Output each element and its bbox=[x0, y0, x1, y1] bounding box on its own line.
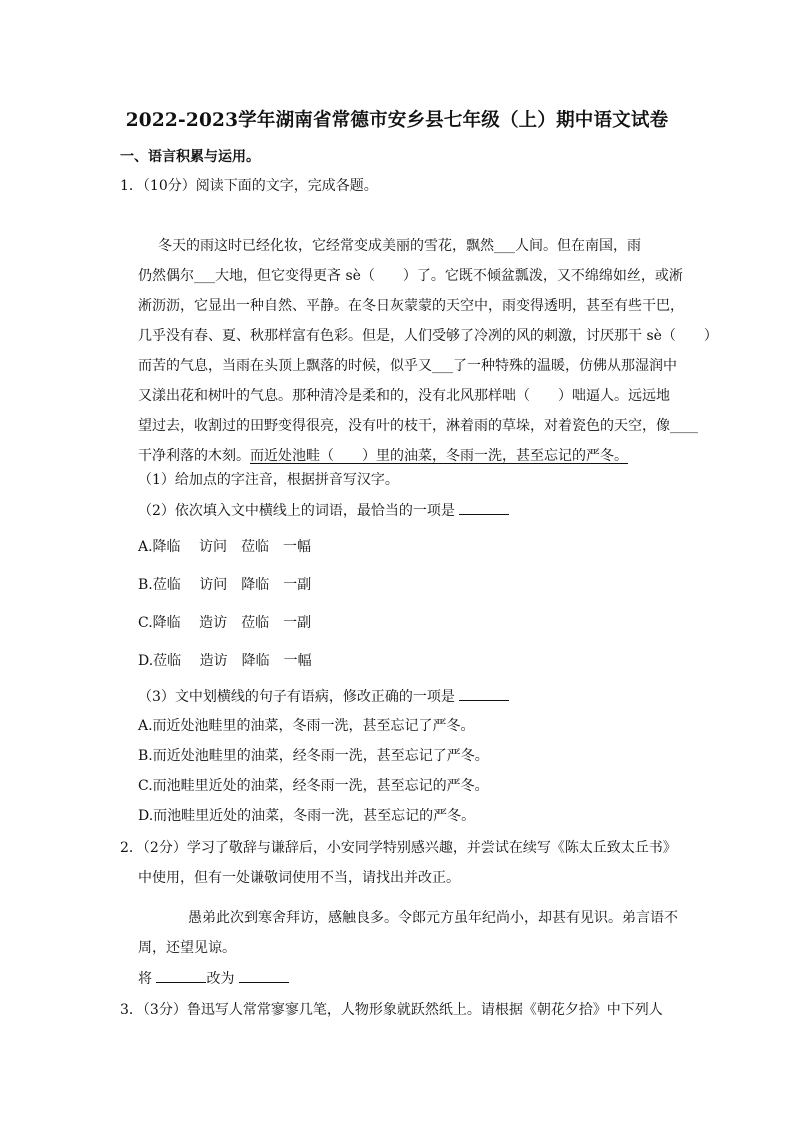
answer-line bbox=[138, 968, 289, 989]
passage-line: 仍然偶尔___大地，但它变得更吝 sè（ ）了。它既不倾盆瓢泼，又不绵绵如丝，或淅 bbox=[138, 268, 683, 284]
question-2-text: 中使用，但有一处谦敬词使用不当，请找出并改正。 bbox=[138, 870, 460, 886]
option-a: A.而近处池畦里的油菜，冬雨一洗，甚至忘记了严冬。 bbox=[138, 718, 475, 734]
letter-line: 周，还望见谅。 bbox=[138, 940, 236, 956]
option-b: B.而近处池畦里的油菜，经冬雨一洗，甚至忘记了严冬。 bbox=[138, 748, 489, 764]
subquestion-2 bbox=[138, 500, 509, 521]
option-c: C.而池畦里近处的油菜，经冬雨一洗，甚至忘记的严冬。 bbox=[138, 778, 489, 794]
passage-text: 干净利落的木刻。 bbox=[138, 448, 250, 464]
answer-prefix: 将 bbox=[138, 971, 152, 987]
subquestion-2-text: （2）依次填入文中横线上的词语，最恰当的一项是 bbox=[138, 503, 455, 519]
answer-blank[interactable] bbox=[459, 686, 509, 701]
option-b: B.莅临 访问 降临 一副 bbox=[138, 577, 312, 593]
underlined-sentence: 而近处池畦（ ）里的油菜，冬雨一洗，甚至忘记的严冬。 bbox=[250, 448, 628, 464]
option-c: C.降临 造访 莅临 一副 bbox=[138, 615, 312, 631]
passage-line: 淅沥沥，它显出一种自然、平静。在冬日灰蒙蒙的天空中，雨变得透明，甚至有些干巴， bbox=[138, 298, 684, 314]
passage-line: 冬天的雨这时已经化妆，它经常变成美丽的雪花，飘然___人间。但在南国，雨 bbox=[158, 238, 641, 254]
answer-blank[interactable] bbox=[156, 968, 206, 983]
subquestion-3-text: （3）文中划横线的句子有语病，修改正确的一项是 bbox=[138, 689, 455, 705]
question-1-header: 1．（10分）阅读下面的文字，完成各题。 bbox=[120, 178, 378, 194]
option-d: D.而池畦里近处的油菜，冬雨一洗，甚至忘记的严冬。 bbox=[138, 808, 476, 824]
passage-line bbox=[138, 446, 628, 466]
subquestion-3 bbox=[138, 686, 509, 707]
answer-mid: 改为 bbox=[206, 971, 235, 987]
passage-line: 几乎没有春、夏、秋那样富有色彩。但是，人们受够了冷冽的风的刺激，讨厌那干 sè（ ） bbox=[138, 328, 718, 344]
question-2-header: 2．（2分）学习了敬辞与谦辞后，小安同学特别感兴趣，并尝试在续写《陈太丘致太丘书》 bbox=[120, 840, 677, 856]
answer-blank[interactable] bbox=[239, 968, 289, 983]
page-title: 2022-2023学年湖南省常德市安乡县七年级（上）期中语文试卷 bbox=[125, 110, 669, 131]
answer-blank[interactable] bbox=[459, 500, 509, 515]
question-3-header: 3．（3分）鲁迅写人常常寥寥几笔，人物形象就跃然纸上。请根据《朝花夕拾》中下列人 bbox=[120, 1002, 663, 1018]
letter-line: 愚弟此次到寒舍拜访，感触良多。令郎元方虽年纪尚小，却甚有见识。弟言语不 bbox=[188, 910, 678, 926]
section-heading: 一、语言积累与运用。 bbox=[120, 149, 260, 165]
passage-line: 又漾出花和树叶的气息。那种清冷是柔和的，没有北风那样咄（ ）咄逼人。远远地 bbox=[138, 388, 670, 404]
option-d: D.莅临 造访 降临 一幅 bbox=[138, 653, 312, 669]
passage-line: 望过去，收割过的田野变得很亮，没有叶的枝干，淋着雨的草垛，对着瓷色的天空，像____ bbox=[138, 418, 698, 434]
passage-line: 而苦的气息，当雨在头顶上飘落的时候，似乎又___了一种特殊的温暖，仿佛从那湿润中 bbox=[138, 358, 677, 374]
option-a: A.降临 访问 莅临 一幅 bbox=[138, 539, 312, 555]
subquestion-1: （1）给加点的字注音，根据拼音写汉字。 bbox=[138, 472, 399, 488]
